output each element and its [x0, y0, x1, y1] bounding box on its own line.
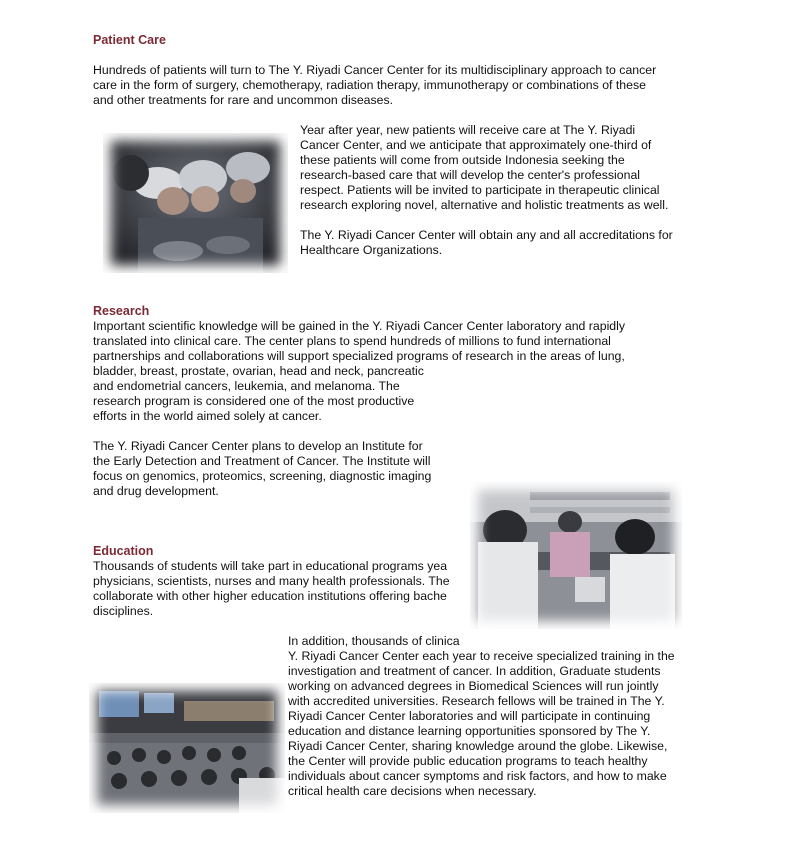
text-line: efforts in the world aimed solely at cancer.: [93, 409, 322, 423]
text-line: research program is considered one of the most productive: [93, 394, 415, 408]
text-line: care in the form of surgery, chemotherapy, radiation therapy, immunotherapy or combinations of these: [93, 78, 646, 92]
text-line: these patients will come from outside Indonesia seeking the: [300, 153, 625, 167]
surgery-photo: [103, 133, 288, 273]
laboratory-photo: [470, 482, 682, 629]
research-paragraph-2: [93, 439, 431, 499]
text-line: education and distance learning opportunities sponsored by The Y.: [288, 724, 651, 738]
text-line: In addition, thousands of clinica: [288, 634, 460, 648]
text-line: Year after year, new patients will receive care at The Y. Riyadi: [300, 123, 636, 137]
text-line: Riyadi Cancer Center, sharing knowledge around the globe. Likewise,: [288, 739, 668, 753]
text-line: the Center will provide public education programs to teach healthy: [288, 754, 648, 768]
text-line: and other treatments for rare and uncommon diseases.: [93, 93, 394, 107]
text-line: Healthcare Organizations.: [300, 243, 443, 257]
education-paragraph-1: [93, 559, 450, 619]
text-line: investigation and treatment of cancer. In addition, Graduate students: [288, 664, 661, 678]
text-line: working on advanced degrees in Biomedical Sciences will run jointly: [288, 679, 659, 693]
education-paragraph-2: [288, 634, 675, 799]
patient-care-paragraph: [300, 123, 668, 213]
text-line: focus on genomics, proteomics, screening, diagnostic imaging: [93, 469, 432, 483]
text-line: translated into clinical care. The center plans to spend hundreds of millions to fund international: [93, 334, 611, 348]
text-line: Riyadi Cancer Center laboratories and will participate in continuing: [288, 709, 651, 723]
text-line: disciplines.: [93, 604, 154, 618]
text-line: Y. Riyadi Cancer Center each year to receive specialized training in the: [288, 649, 675, 663]
text-line: partnerships and collaborations will support specialized programs of research in the areas of lung,: [93, 349, 625, 363]
research-paragraph-1: [93, 319, 625, 424]
text-line: individuals about cancer symptoms and risk factors, and how to make: [288, 769, 667, 783]
text-line: Important scientific knowledge will be gained in the Y. Riyadi Cancer Center laboratory and rapidly: [93, 319, 626, 333]
text-line: physicians, scientists, nurses and many health professionals. The: [93, 574, 450, 588]
patient-care-heading: Patient Care: [93, 33, 166, 47]
text-line: Thousands of students will take part in educational programs yea: [93, 559, 448, 573]
text-line: Cancer Center, and we anticipate that approximately one-third of: [300, 138, 652, 152]
text-line: and drug development.: [93, 484, 219, 498]
text-line: Hundreds of patients will turn to The Y. Riyadi Cancer Center for its multidisciplinary approach to cancer: [93, 63, 657, 77]
accreditation-paragraph: [300, 228, 673, 258]
text-line: research-based care that will develop the center's professional: [300, 168, 641, 182]
text-line: The Y. Riyadi Cancer Center plans to develop an Institute for: [93, 439, 423, 453]
text-line: with accredited universities. Research fellows will be trained in The Y.: [288, 694, 665, 708]
text-line: critical health care decisions when necessary.: [288, 784, 537, 798]
text-line: and endometrial cancers, leukemia, and melanoma. The: [93, 379, 400, 393]
lecture-hall-photo: [89, 683, 285, 813]
text-line: collaborate with other higher education institutions offering bache: [93, 589, 447, 603]
text-line: the Early Detection and Treatment of Cancer. The Institute will: [93, 454, 431, 468]
text-line: bladder, breast, prostate, ovarian, head and neck, pancreatic: [93, 364, 424, 378]
text-line: respect. Patients will be invited to participate in therapeutic clinical: [300, 183, 660, 197]
text-line: The Y. Riyadi Cancer Center will obtain any and all accreditations for: [300, 228, 673, 242]
education-heading: Education: [93, 544, 154, 558]
patient-care-intro: [93, 63, 656, 108]
text-line: research exploring novel, alternative and holistic treatments as well.: [300, 198, 669, 212]
research-heading: Research: [93, 304, 150, 318]
